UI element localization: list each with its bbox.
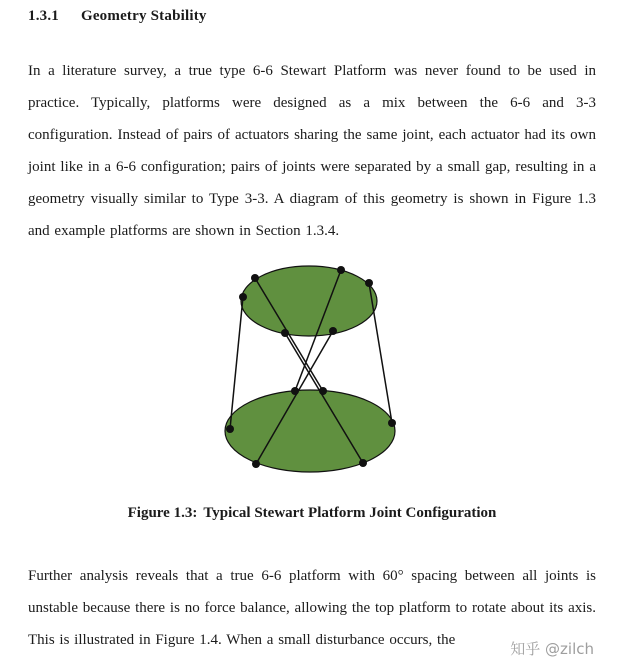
figure-caption-label: Figure 1.3: xyxy=(127,505,198,521)
joint-dot xyxy=(239,293,247,301)
section-heading xyxy=(28,0,596,25)
stewart-platform-diagram xyxy=(217,261,407,481)
watermark: 知乎 @zilch xyxy=(510,640,594,658)
joint-dot xyxy=(359,459,367,467)
joint-dot xyxy=(365,279,373,287)
section-title: Geometry Stability xyxy=(80,8,207,24)
bottom-platform-ellipse xyxy=(225,390,395,472)
joint-dot xyxy=(291,387,299,395)
joint-dot xyxy=(329,327,337,335)
joint-dot xyxy=(226,425,234,433)
figure-1-3 xyxy=(28,257,596,485)
paragraph-2: Further analysis reveals that a true 6-6 platform with 60° spacing between all joints is unstable because there is no force balance, allowing the top platform to rotate about its axis. This is illustrated in Figure 1.4. When a small disturbance occurs, the xyxy=(28,568,596,648)
top-platform-ellipse xyxy=(241,266,377,336)
joint-dot xyxy=(281,329,289,337)
joint-dot xyxy=(251,274,259,282)
figure-caption xyxy=(28,505,596,522)
figure-caption-title: Typical Stewart Platform Joint Configuration xyxy=(203,505,497,521)
joint-dot xyxy=(319,387,327,395)
actuator-leg-line xyxy=(369,283,392,423)
joint-dot xyxy=(388,419,396,427)
joint-dot xyxy=(252,460,260,468)
section-number: 1.3.1 xyxy=(28,8,59,24)
paragraph-1: In a literature survey, a true type 6-6 Stewart Platform was never found to be used in practice. Typically, platforms were designed as a mix between the 6-6 and 3-3 configuration. Instead of pairs of actuators sharing the same joint, each actuator had its own joint like in a 6-6 configuration; pairs of joints were separated by a small gap, resulting in a geometry visually similar to Type 3-3. A diagram of this geometry is shown in Figure 1.3 and example platforms are shown in Section 1.3.4. xyxy=(28,63,596,239)
joint-dot xyxy=(337,266,345,274)
